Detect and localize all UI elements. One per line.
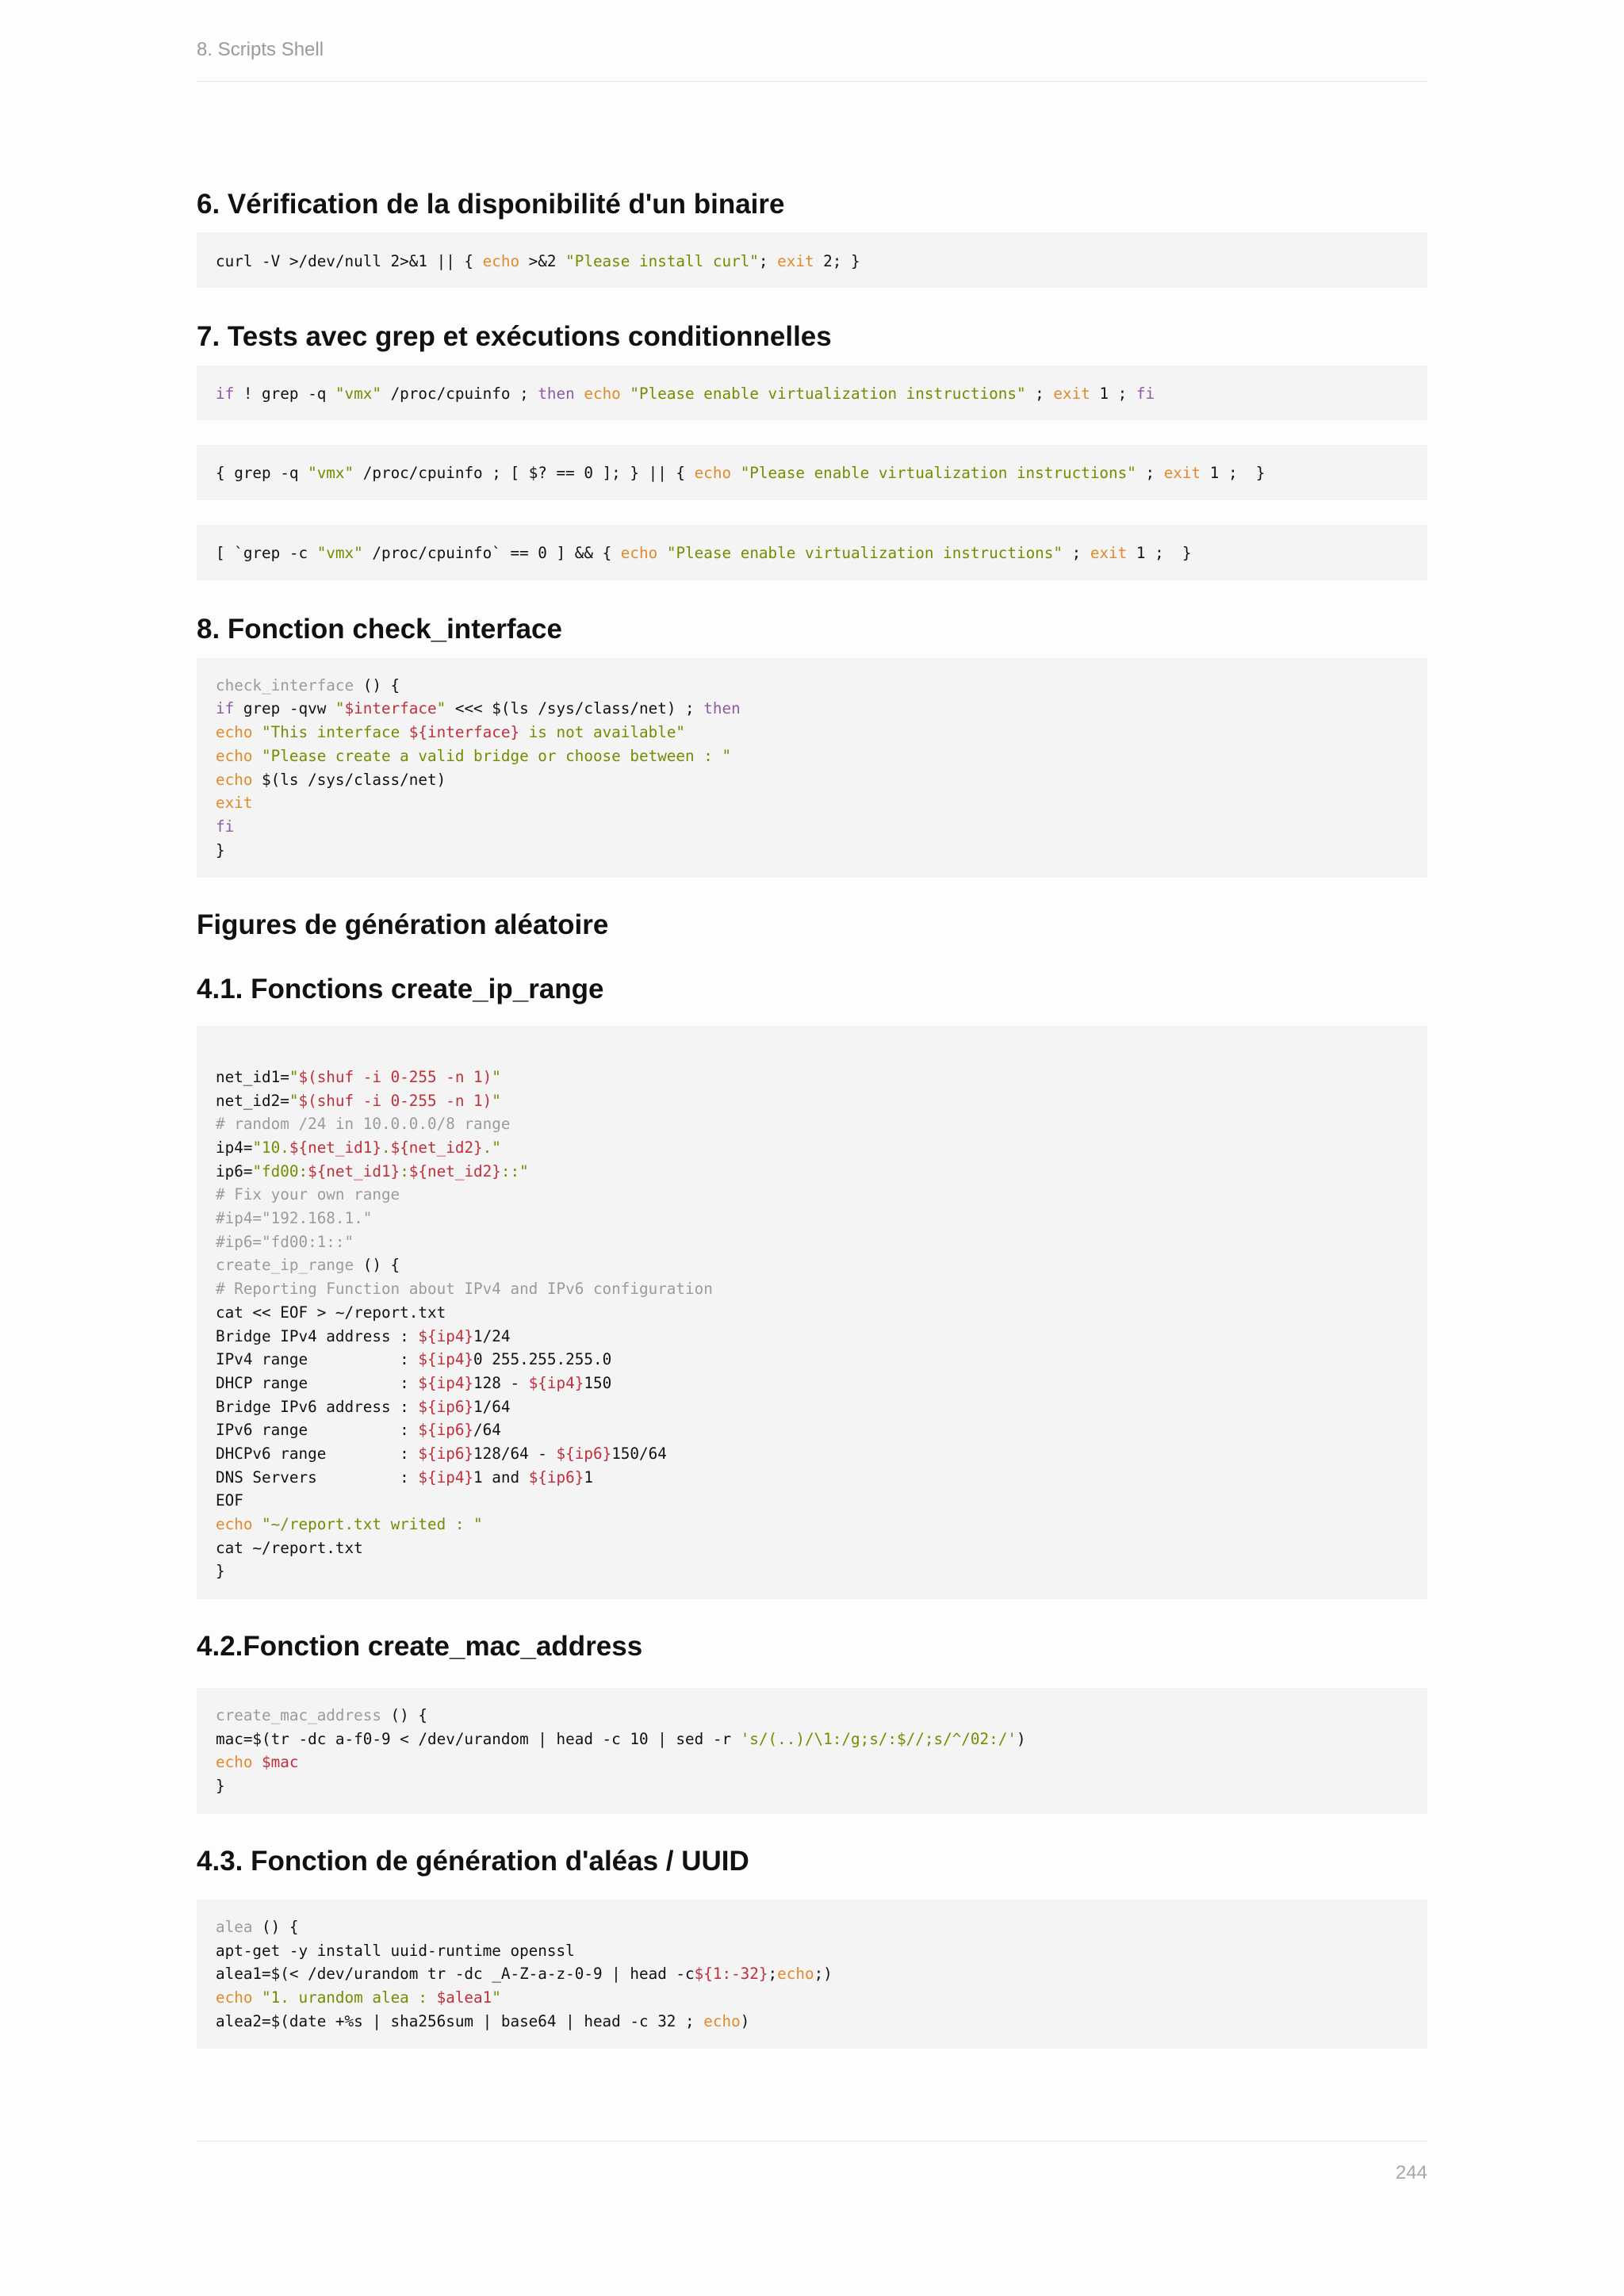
code-line: create_ip_range () { — [216, 1256, 400, 1275]
code-line: # random /24 in 10.0.0.0/8 range — [216, 1115, 511, 1134]
running-header: 8. Scripts Shell — [197, 39, 324, 60]
code-line: echo "~/report.txt writed : " — [216, 1515, 483, 1533]
code-block-grep-2 — [197, 445, 1427, 500]
code-line: #ip6="fd00:1::" — [216, 1232, 354, 1251]
code-line: #ip4="192.168.1." — [216, 1209, 373, 1228]
code-line: fi — [216, 817, 235, 836]
code-line: net_id2="$(shuf -i 0-255 -n 1)" — [216, 1091, 501, 1110]
code-line: if grep -qvw "$interface" <<< $(ls /sys/class/net) ; then — [216, 699, 741, 718]
code-line: Bridge IPv4 address : ${ip4}1/24 — [216, 1326, 511, 1345]
code-line: DHCP range : ${ip4}128 - ${ip4}150 — [216, 1373, 612, 1392]
code-line: exit — [216, 794, 253, 813]
code-line: echo $(ls /sys/class/net) — [216, 770, 446, 789]
code-line: } — [216, 1562, 225, 1581]
code-line: EOF — [216, 1491, 243, 1510]
code-line: if ! grep -q "vmx" /proc/cpuinfo ; then echo "Please enable virtualization instructions" ; exit 1 ; fi — [216, 384, 1155, 403]
code-line: check_interface () { — [216, 675, 400, 695]
code-line: IPv6 range : ${ip6}/64 — [216, 1421, 501, 1440]
code-block-create-mac-address — [197, 1688, 1427, 1814]
code-line: DNS Servers : ${ip4}1 and ${ip6}1 — [216, 1468, 593, 1487]
heading-random-figures: Figures de génération aléatoire — [197, 909, 609, 941]
code-line: } — [216, 840, 225, 859]
code-line: [ `grep -c "vmx" /proc/cpuinfo` == 0 ] && { echo "Please enable virtualization instructions" ; exit 1 ; } — [216, 544, 1192, 563]
code-line: echo "This interface ${interface} is not available" — [216, 723, 686, 742]
code-line: apt-get -y install uuid-runtime openssl — [216, 1941, 575, 1960]
code-line: ip4="10.${net_id1}.${net_id2}." — [216, 1138, 501, 1157]
code-line: } — [216, 1777, 225, 1796]
code-line: echo "Please create a valid bridge or choose between : " — [216, 746, 732, 765]
page-header — [197, 38, 1427, 82]
code-line: IPv4 range : ${ip4}0 255.255.255.0 — [216, 1350, 612, 1369]
code-line: { grep -q "vmx" /proc/cpuinfo ; [ $? == 0 ]; } || { echo "Please enable virtualization instructions" ; exit 1 ; } — [216, 464, 1266, 483]
code-line — [216, 1042, 1408, 1066]
heading-binary-check: 6. Vérification de la disponibilité d'un binaire — [197, 189, 785, 220]
code-line: alea1=$(< /dev/urandom tr -dc _A-Z-a-z-0-9 | head -c${1:-32};echo;) — [216, 1965, 833, 1984]
code-block-grep-1 — [197, 365, 1427, 421]
heading-check-interface: 8. Fonction check_interface — [197, 613, 562, 645]
code-block-check-interface — [197, 658, 1427, 878]
code-line: ip6="fd00:${net_id1}:${net_id2}::" — [216, 1161, 529, 1181]
heading-uuid-generation: 4.3. Fonction de génération d'aléas / UUID — [197, 1845, 749, 1877]
code-block-grep-3 — [197, 525, 1427, 580]
code-block-alea — [197, 1900, 1427, 2049]
code-block-create-ip-range — [197, 1026, 1427, 1599]
page-number: 244 — [1395, 2162, 1427, 2183]
code-line: net_id1="$(shuf -i 0-255 -n 1)" — [216, 1067, 501, 1086]
heading-create-ip-range: 4.1. Fonctions create_ip_range — [197, 974, 604, 1005]
code-line: # Fix your own range — [216, 1185, 400, 1204]
page-content — [197, 189, 1427, 2049]
code-line: DHCPv6 range : ${ip6}128/64 - ${ip6}150/64 — [216, 1444, 667, 1463]
code-line: Bridge IPv6 address : ${ip6}1/64 — [216, 1397, 511, 1416]
code-line: mac=$(tr -dc a-f0-9 < /dev/urandom | head -c 10 | sed -r 's/(..)/\1:/g;s/:$//;s/^/02:/') — [216, 1729, 1026, 1748]
heading-grep-tests: 7. Tests avec grep et exécutions conditionnelles — [197, 320, 832, 352]
code-line: cat ~/report.txt — [216, 1538, 363, 1557]
code-block-curl — [197, 232, 1427, 288]
code-line: echo $mac — [216, 1753, 299, 1772]
code-line: alea2=$(date +%s | sha256sum | base64 | head -c 32 ; echo) — [216, 2011, 750, 2030]
code-line: echo "1. urandom alea : $alea1" — [216, 1988, 501, 2007]
heading-create-mac-address: 4.2.Fonction create_mac_address — [197, 1631, 643, 1663]
code-line: create_mac_address () { — [216, 1706, 427, 1725]
code-line: alea () { — [216, 1917, 299, 1936]
code-line: curl -V >/dev/null 2>&1 || { echo >&2 "Please install curl"; exit 2; } — [216, 252, 860, 270]
code-line: # Reporting Function about IPv4 and IPv6 configuration — [216, 1280, 713, 1299]
code-line: cat << EOF > ~/report.txt — [216, 1303, 446, 1322]
